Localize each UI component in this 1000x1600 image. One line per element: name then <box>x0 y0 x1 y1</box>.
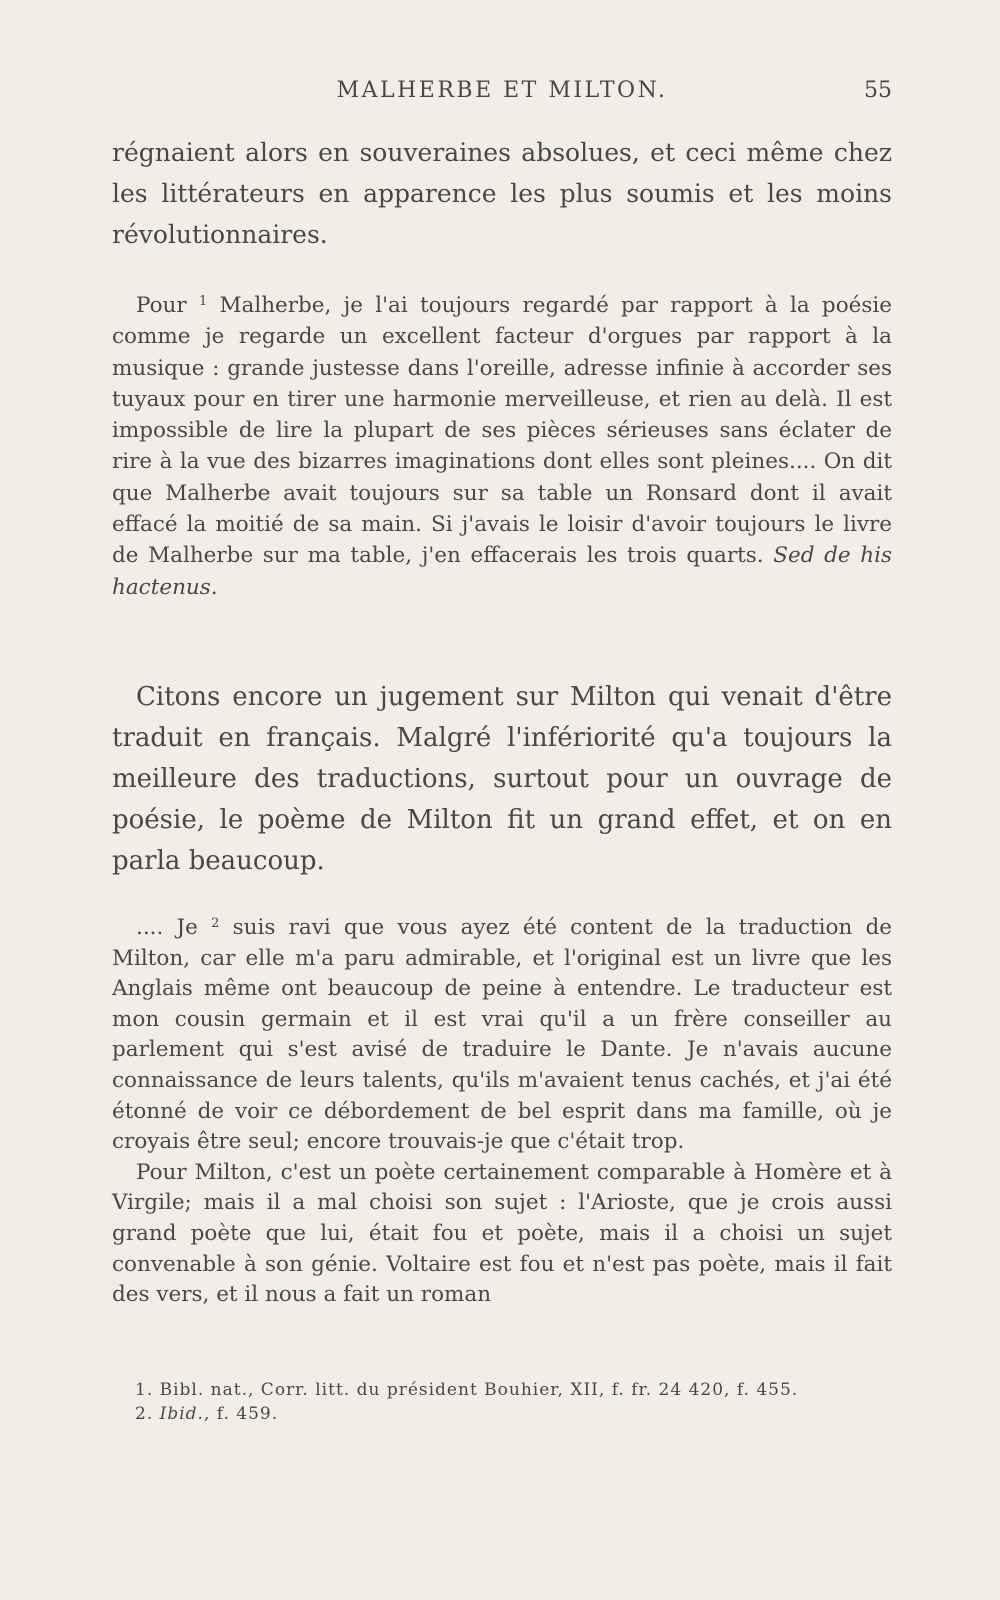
quotation-milton <box>112 913 892 1311</box>
footnote-reference-2[interactable]: 2 <box>211 916 220 931</box>
quotation-body: Malherbe, je l'ai toujours regardé par rapport à la poésie comme je regarde un excellent facteur d'orgues par rapport à la musique : grande justesse dans l'oreille, adresse infinie à accorder ses tuyaux pour en tirer une harmonie merveilleuse, et rien au delà. Il est impossible de lire la plupart de ses pièces sérieuses sans éclater de rire à la vue des bizarres imaginations dont elles sont pleines.... On dit que Malherbe avait toujours sur sa table un Ronsard dont il avait effacé la moitié de sa main. Si j'avais le loisir d'avoir toujours le livre de Malherbe sur ma table, j'en effacerais les trois quarts. <box>112 293 892 569</box>
quotation-paragraph-2: Pour Milton, c'est un poète certainement comparable à Homère et à Virgile; mais il a mal choisi son sujet : l'Arioste, que je crois aussi grand poète que lui, était fou et poète, mais il a choisi un sujet convenable à son génie. Voltaire est fou et n'est pas poète, mais il fait des vers, et il nous a fait un roman <box>112 1159 892 1308</box>
footnote-1: 1. Bibl. nat., Corr. litt. du président Bouhier, XII, f. fr. 24 420, f. 455. <box>135 1380 799 1400</box>
latin-phrase: Sed de his hactenus. <box>112 543 892 600</box>
quotation-paragraph <box>112 290 892 603</box>
paragraph-milton <box>112 677 892 882</box>
quotation-lead: Pour <box>136 293 187 318</box>
running-head <box>112 78 892 108</box>
footnote-2 <box>135 1402 895 1426</box>
quotation-malherbe <box>112 290 892 603</box>
paragraph-continuation <box>112 132 892 255</box>
page-number: 55 <box>864 78 892 103</box>
quotation-lead: .... Je <box>136 915 198 940</box>
footnote-2-number: 2. <box>135 1404 154 1424</box>
footnote-reference-1[interactable]: 1 <box>198 294 208 309</box>
paragraph-text: Citons encore un jugement sur Milton qui venait d'être traduit en français. Malgré l'infériorité qu'a toujours la meilleure des traductions, surtout pour un ouvrage de poésie, le poème de Milton fit un grand effet, et on en parla beaucoup. <box>112 682 892 876</box>
running-head-title: MALHERBE ET MILTON. <box>336 78 668 103</box>
footnote-2-reference: , f. 459. <box>203 1404 279 1424</box>
quotation-paragraph <box>112 913 892 1158</box>
footnote-2-ibid: Ibid. <box>159 1404 204 1424</box>
paragraph-text: régnaient alors en souveraines absolues, et ceci même chez les littérateurs en apparence les plus soumis et les moins révolutionnaires. <box>112 138 892 249</box>
footnotes <box>135 1378 895 1426</box>
quotation-body: suis ravi que vous ayez été content de la traduction de Milton, car elle m'a paru admirable, et l'original est un livre que les Anglais même ont beaucoup de peine à entendre. Le traducteur est mon cousin germain et il est vrai qu'il a un frère conseiller au parlement qui s'est avisé de traduire le Dante. Je n'avais aucune connaissance de leurs talents, qu'ils m'avaient tenus cachés, et j'ai été étonné de voir ce débordement de bel esprit dans ma famille, où je croyais être seul; encore trouvais-je que c'était trop. <box>112 915 893 1155</box>
